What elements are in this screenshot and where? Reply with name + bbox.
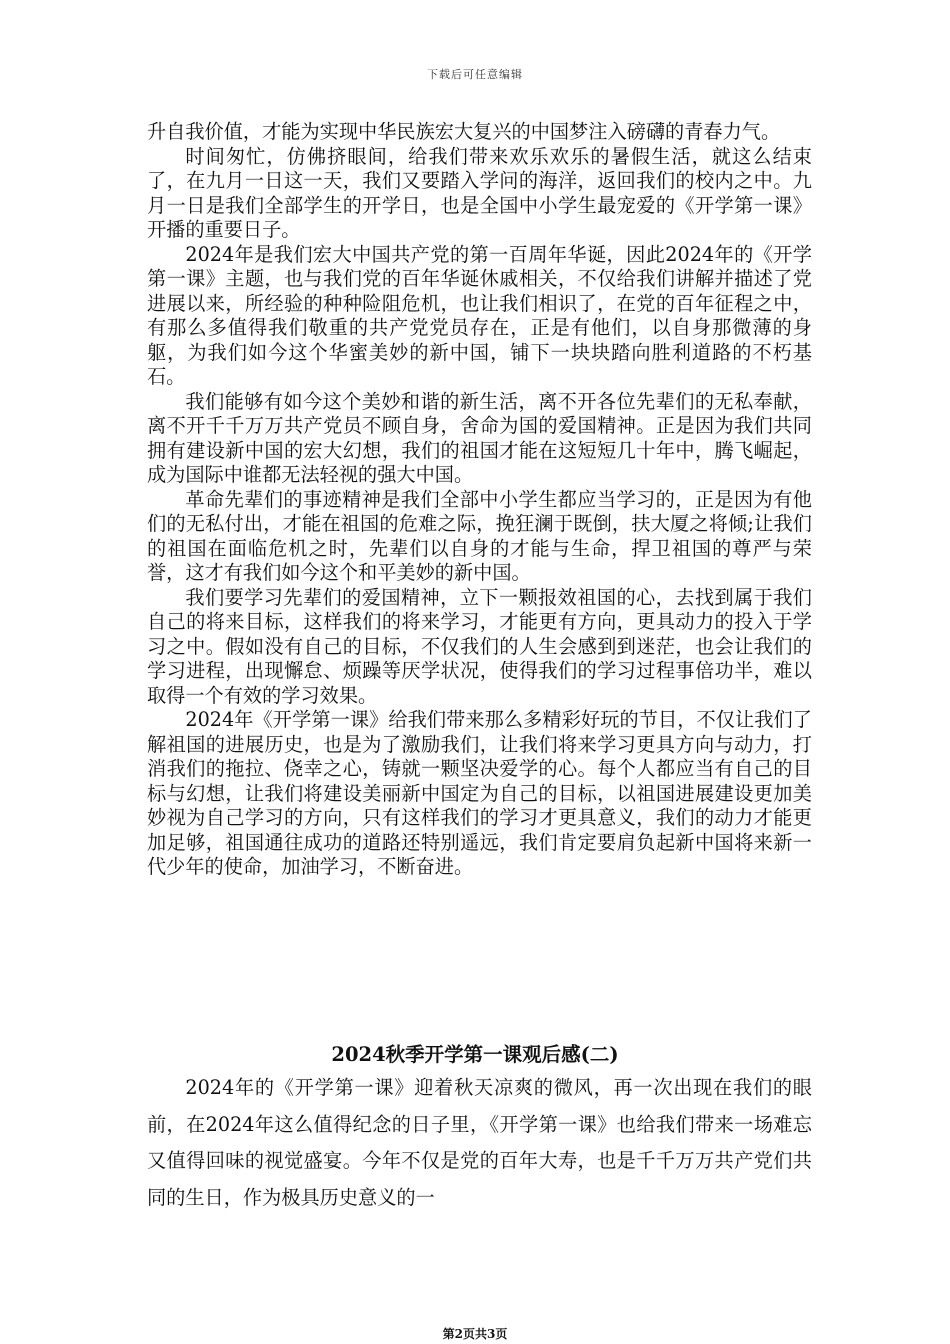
page-header: 下载后可任意编辑 — [427, 68, 523, 81]
section-title: 2024秋季开学第一课观后感(二) — [331, 1043, 619, 1066]
page-footer: 第2页共3页 — [442, 1327, 508, 1341]
paragraph-5: 我们要学习先辈们的爱国精神，立下一颗报效祖国的心，去找到属于我们自己的将来目标，这样我们的将来学习，才能更有方向，更具动力的投入于学习之中。假如没有自己的目标，不仅我们的人生会感到到迷茫，也会让我们的学习进程，出现懈怠、烦躁等厌学状况，使得我们的学习过程事倍功半，难以取得一个有效的学习效果。 — [147, 585, 812, 707]
document-body — [147, 120, 812, 880]
paragraph-4: 革命先辈们的事迹精神是我们全部中小学生都应当学习的，正是因为有他们的无私付出，才能在祖国的危难之际，挽狂澜于既倒，扶大厦之将倾;让我们的祖国在面临危机之时，先辈们以自身的才能与生命，捍卫祖国的尊严与荣誉，这才有我们如今这个和平美妙的新中国。 — [147, 487, 812, 584]
paragraph-1: 时间匆忙，仿佛挤眼间，给我们带来欢乐欢乐的暑假生活，就这么结束了，在九月一日这一天，我们又要踏入学问的海洋，返回我们的校内之中。九月一日是我们全部学生的开学日，也是全国中小学生最宠爱的《开学第一课》开播的重要日子。 — [147, 144, 812, 241]
paragraph-3: 我们能够有如今这个美妙和谐的新生活，离不开各位先辈们的无私奉献，离不开千千万万共产党员不顾自身，舍命为国的爱国精神。正是因为我们共同拥有建设新中国的宏大幻想，我们的祖国才能在这短短几十年中，腾飞崛起，成为国际中谁都无法轻视的强大中国。 — [147, 389, 812, 486]
paragraph-2: 2024年是我们宏大中国共产党的第一百周年华诞，因此2024年的《开学第一课》主题，也与我们党的百年华诞休戚相关，不仅给我们讲解并描述了党进展以来，所经验的种种险阻危机，也让我们相识了，在党的百年征程之中，有那么多值得我们敬重的共产党党员存在，正是有他们，以自身那微薄的身躯，为我们如今这个华蜜美妙的新中国，铺下一块块踏向胜利道路的不朽基石。 — [147, 242, 812, 388]
section-paragraph-1: 2024年的《开学第一课》迎着秋天凉爽的微风，再一次出现在我们的眼前，在2024年这么值得纪念的日子里，《开学第一课》也给我们带来一场难忘又值得回味的视觉盛宴。今年不仅是党的百年大寿，也是千千万万共产党们共同的生日，作为极具历史意义的一 — [147, 1076, 812, 1209]
section-body — [147, 1070, 812, 1216]
paragraph-continued: 升自我价值，才能为实现中华民族宏大复兴的中国梦注入磅礴的青春力气。 — [147, 120, 781, 143]
paragraph-6: 2024年《开学第一课》给我们带来那么多精彩好玩的节目，不仅让我们了解祖国的进展历史，也是为了激励我们，让我们将来学习更具方向与动力，打消我们的拖拉、侥幸之心，铸就一颗坚决爱学的心。每个人都应当有自己的目标与幻想，让我们将建设美丽新中国定为自己的目标，以祖国进展建设更加美妙视为自己学习的方向，只有这样我们的学习才更具意义，我们的动力才能更加足够，祖国通往成功的道路还特别遥远，我们肯定要肩负起新中国将来新一代少年的使命，加油学习，不断奋进。 — [147, 708, 812, 878]
